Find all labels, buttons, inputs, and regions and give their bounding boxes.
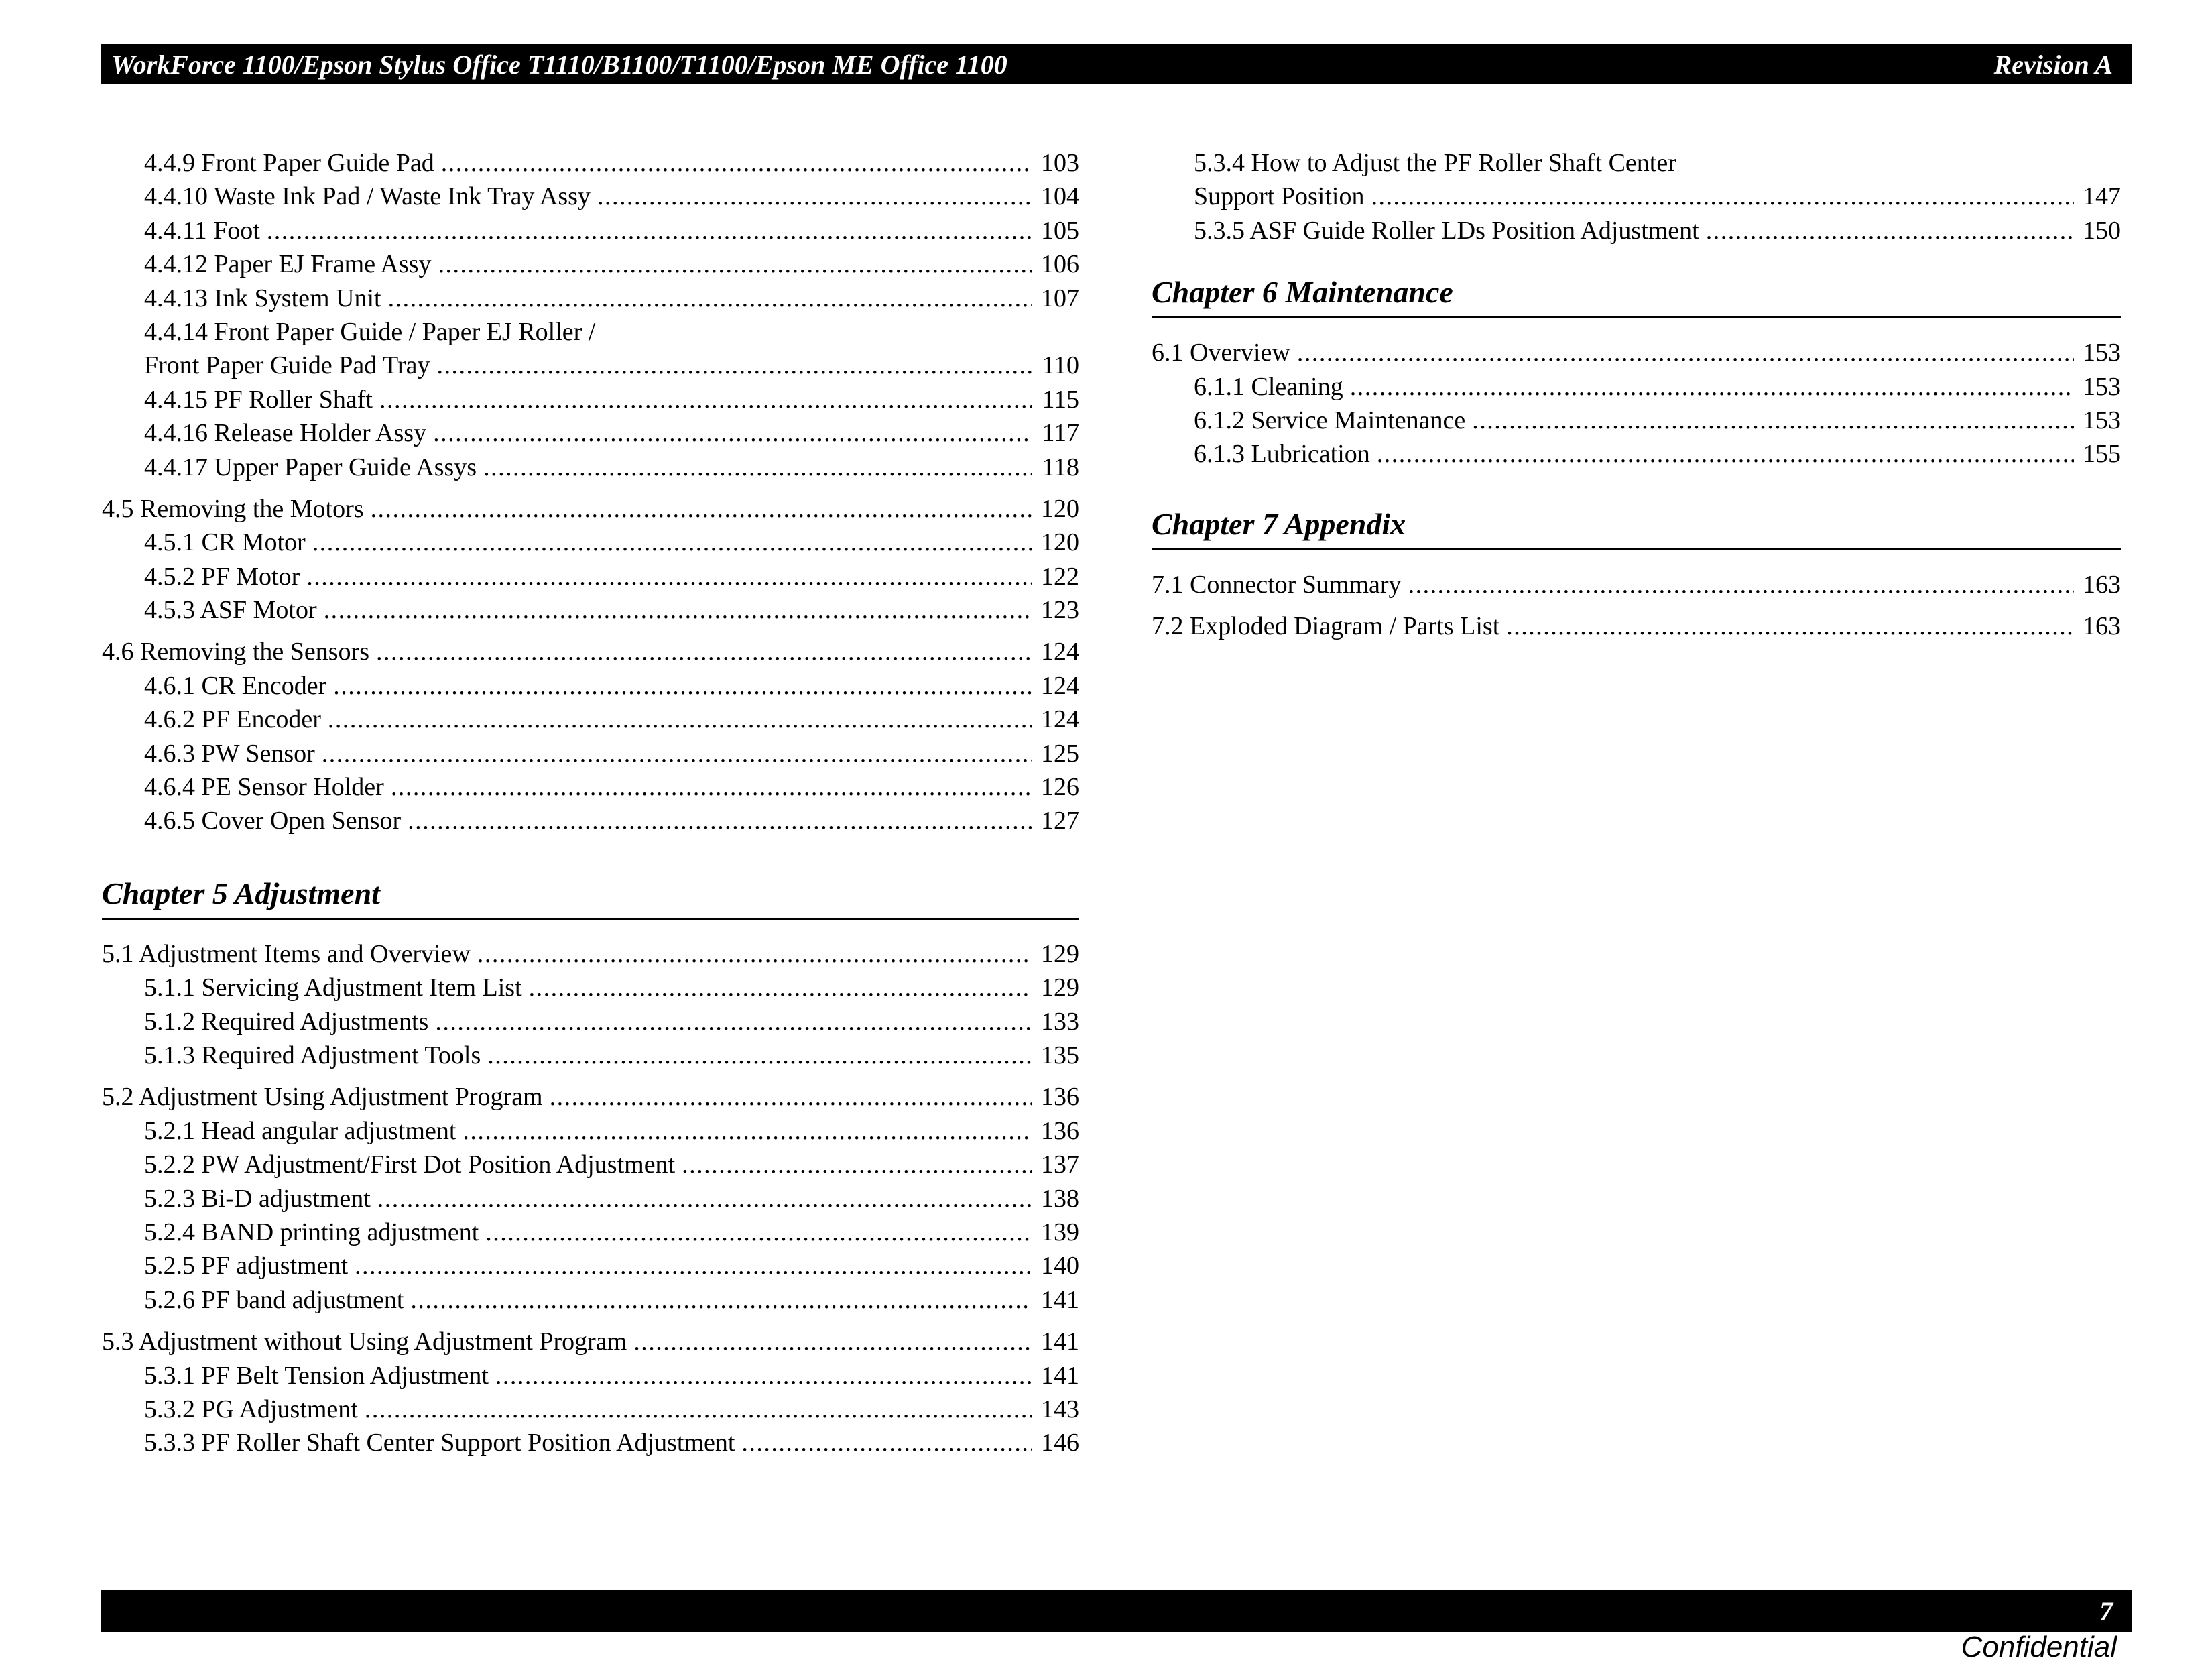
toc-section[interactable]: 6.1 Overview . . . 153 <box>1152 336 2121 369</box>
toc-entry[interactable]: 4.4.15 PF Roller Shaft . . . 115 <box>102 383 1079 416</box>
toc-group-7-1 <box>1152 568 2121 601</box>
header-bar <box>101 44 2132 84</box>
footer-bar <box>101 1590 2132 1632</box>
document-title: WorkForce 1100/Epson Stylus Office T1110/B1100/T1100/Epson ME Office 1100 <box>111 49 1007 80</box>
toc-entry[interactable]: 4.4.10 Waste Ink Pad / Waste Ink Tray Assy . . . 104 <box>102 180 1079 213</box>
toc-entry[interactable]: 4.5.1 CR Motor . . . 120 <box>102 526 1079 559</box>
confidential-label: Confidential <box>1961 1630 2117 1663</box>
toc-entry[interactable]: 5.2.4 BAND printing adjustment . . . 139 <box>102 1215 1079 1249</box>
toc-section[interactable]: 7.1 Connector Summary . . . 163 <box>1152 568 2121 601</box>
revision-label: Revision A <box>1993 49 2113 80</box>
toc-entry-wrapped[interactable]: 4.4.14 Front Paper Guide / Paper EJ Roller / <box>144 317 596 346</box>
toc-entry[interactable]: 4.4.13 Ink System Unit . . . 107 <box>102 282 1079 315</box>
toc-entry[interactable]: 4.6.1 CR Encoder . . . 124 <box>102 669 1079 703</box>
toc-entry[interactable]: 4.4.9 Front Paper Guide Pad . . . 103 <box>102 146 1079 180</box>
toc-group-4-6 <box>102 635 1079 837</box>
toc-entry[interactable]: 5.2.6 PF band adjustment . . . 141 <box>102 1283 1079 1317</box>
toc-entry[interactable]: 5.2.5 PF adjustment . . . 140 <box>102 1249 1079 1283</box>
toc-entry[interactable]: 5.3.3 PF Roller Shaft Center Support Position Adjustment . . . 146 <box>102 1426 1079 1460</box>
toc-section[interactable]: 5.3 Adjustment without Using Adjustment Program . . . 141 <box>102 1325 1079 1358</box>
toc-entry[interactable]: 5.1.2 Required Adjustments . . . 133 <box>102 1005 1079 1038</box>
toc-group-7-2 <box>1152 609 2121 643</box>
toc-entry[interactable]: 5.3.2 PG Adjustment . . . 143 <box>102 1392 1079 1426</box>
toc-group-6-1 <box>1152 336 2121 471</box>
toc-entry[interactable]: 4.4.12 Paper EJ Frame Assy . . . 106 <box>102 247 1079 281</box>
toc-entry[interactable]: 4.6.5 Cover Open Sensor . . . 127 <box>102 804 1079 837</box>
toc-entry[interactable]: 5.1.1 Servicing Adjustment Item List . . . 129 <box>102 971 1079 1004</box>
toc-entry[interactable]: 5.2.1 Head angular adjustment . . . 136 <box>102 1114 1079 1148</box>
toc-section[interactable]: 5.1 Adjustment Items and Overview . . . 129 <box>102 937 1079 971</box>
toc-entry[interactable]: 4.4.16 Release Holder Assy . . . 117 <box>102 416 1079 450</box>
toc-section[interactable]: 5.2 Adjustment Using Adjustment Program . . . 136 <box>102 1080 1079 1114</box>
toc-entry[interactable]: 4.5.2 PF Motor . . . 122 <box>102 560 1079 593</box>
toc-entry-wrapped[interactable]: 5.3.4 How to Adjust the PF Roller Shaft Center <box>1194 149 1676 177</box>
toc-entry[interactable]: 4.4.11 Foot . . . 105 <box>102 214 1079 247</box>
toc-entry[interactable]: 5.1.3 Required Adjustment Tools . . . 135 <box>102 1038 1079 1072</box>
toc-group-5-3 <box>102 1325 1079 1460</box>
chapter-7-heading[interactable]: Chapter 7 Appendix <box>1152 506 2121 550</box>
toc-entry[interactable]: Front Paper Guide Pad Tray . . . 110 <box>102 349 1079 382</box>
toc-group-5-2 <box>102 1080 1079 1317</box>
chapter-5-heading[interactable]: Chapter 5 Adjustment <box>102 876 1079 920</box>
chapter-6-heading[interactable]: Chapter 6 Maintenance <box>1152 274 2121 318</box>
toc-section[interactable]: 7.2 Exploded Diagram / Parts List . . . 163 <box>1152 609 2121 643</box>
toc-right-column <box>1152 146 2121 644</box>
toc-entry[interactable]: 5.2.2 PW Adjustment/First Dot Position Adjustment . . . 137 <box>102 1148 1079 1181</box>
toc-group-5-3-cont <box>1152 146 2121 247</box>
toc-entry[interactable]: 6.1.3 Lubrication . . . 155 <box>1152 437 2121 471</box>
toc-entry[interactable]: 4.6.2 PF Encoder . . . 124 <box>102 703 1079 736</box>
toc-entry[interactable]: 6.1.2 Service Maintenance . . . 153 <box>1152 404 2121 437</box>
toc-entry[interactable]: 4.6.3 PW Sensor . . . 125 <box>102 737 1079 770</box>
toc-entry[interactable]: 4.6.4 PE Sensor Holder . . . 126 <box>102 770 1079 804</box>
toc-entry[interactable]: 4.4.17 Upper Paper Guide Assys . . . 118 <box>102 451 1079 484</box>
toc-entry[interactable]: 4.5.3 ASF Motor . . . 123 <box>102 593 1079 627</box>
page-number: 7 <box>2099 1596 2113 1626</box>
toc-entry[interactable]: 5.2.3 Bi-D adjustment . . . 138 <box>102 1182 1079 1215</box>
toc-entry[interactable]: 5.3.1 PF Belt Tension Adjustment . . . 141 <box>102 1359 1079 1392</box>
toc-entry[interactable]: 5.3.5 ASF Guide Roller LDs Position Adjustment . . . 150 <box>1152 214 2121 247</box>
toc-group-4-5 <box>102 492 1079 628</box>
toc-group-5-1 <box>102 937 1079 1073</box>
toc-left-column <box>102 146 1079 1460</box>
toc-group-4-4 <box>102 146 1079 484</box>
toc-entry[interactable]: 6.1.1 Cleaning . . . 153 <box>1152 370 2121 404</box>
toc-entry[interactable]: Support Position . . . 147 <box>1152 180 2121 213</box>
toc-section[interactable]: 4.6 Removing the Sensors . . . 124 <box>102 635 1079 668</box>
toc-section[interactable]: 4.5 Removing the Motors . . . 120 <box>102 492 1079 526</box>
